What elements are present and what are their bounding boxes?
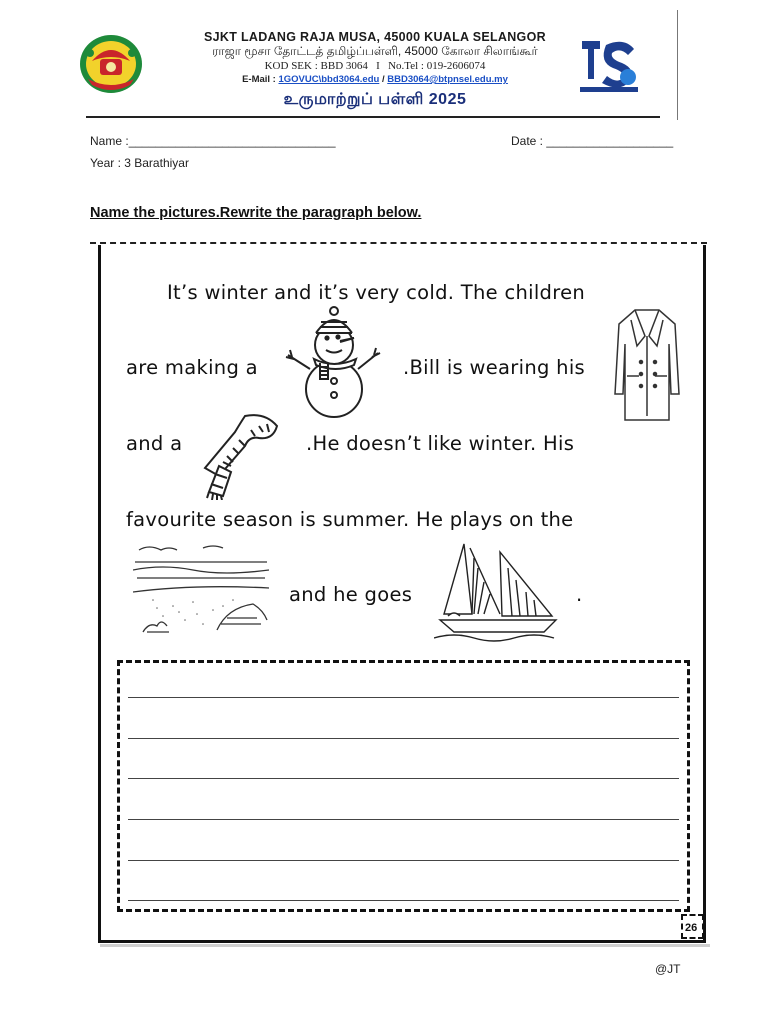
- frame-shadow: [100, 944, 710, 947]
- paragraph-line-1: It’s winter and it’s very cold. The children: [167, 281, 586, 304]
- scarf-icon: [195, 410, 285, 505]
- page-number: 26: [685, 922, 698, 934]
- writing-line: [128, 697, 679, 698]
- sailboat-icon: [434, 538, 570, 647]
- paragraph-line-2a: are making a: [126, 356, 258, 379]
- coat-icon: [613, 306, 681, 427]
- separator: I: [376, 60, 380, 72]
- task-instruction: Name the pictures.Rewrite the paragraph below.: [90, 205, 422, 221]
- paragraph-line-2b: .Bill is wearing his: [403, 356, 586, 379]
- writing-line: [128, 860, 679, 861]
- header-divider: [86, 116, 660, 118]
- school-name: SJKT LADANG RAJA MUSA, 45000 KUALA SELANGOR: [204, 30, 546, 44]
- school-motto: உருமாற்றுப் பள்ளி 2025: [283, 91, 467, 108]
- date-blank: ___________________: [546, 134, 674, 148]
- paragraph-line-5a: and he goes: [289, 583, 413, 606]
- school-phone: No.Tel : 019-2606074: [388, 60, 486, 72]
- author-signature: @JT: [655, 962, 681, 976]
- writing-line: [128, 738, 679, 739]
- writing-line: [128, 900, 679, 901]
- email-label: E-Mail :: [242, 74, 279, 85]
- date-label: Date :: [511, 134, 544, 148]
- paragraph-line-5b: .: [576, 583, 583, 606]
- writing-line: [128, 778, 679, 779]
- paragraph-line-3a: and a: [126, 432, 183, 455]
- beach-icon: [133, 540, 269, 645]
- writing-line: [128, 819, 679, 820]
- header-edge-line: [677, 10, 678, 120]
- school-name-tamil: ராஜா மூசா தோட்டத் தமிழ்ப்பள்ளி, 45000 கோலா சிலாங்கூர்: [212, 44, 538, 58]
- email-separator: /: [379, 74, 388, 85]
- email-link-2[interactable]: BBD3064@btpnsel.edu.my: [387, 74, 508, 85]
- answer-area[interactable]: [117, 660, 690, 912]
- email-link-1[interactable]: 1GOVUC\bbd3064.edu: [278, 74, 380, 85]
- paragraph-line-4: favourite season is summer. He plays on the: [126, 508, 574, 531]
- name-field[interactable]: [90, 134, 336, 148]
- school-code: KOD SEK : BBD 3064: [264, 60, 368, 72]
- transformation-school-logo: [576, 35, 642, 95]
- date-field[interactable]: [511, 134, 673, 148]
- name-label: Name :: [90, 134, 129, 148]
- snowman-icon: [276, 305, 396, 425]
- year-class: Year : 3 Barathiyar: [90, 156, 189, 170]
- name-blank: _______________________________: [128, 134, 336, 148]
- dashed-separator: [90, 242, 707, 244]
- paragraph-line-3b: .He doesn’t like winter. His: [306, 432, 575, 455]
